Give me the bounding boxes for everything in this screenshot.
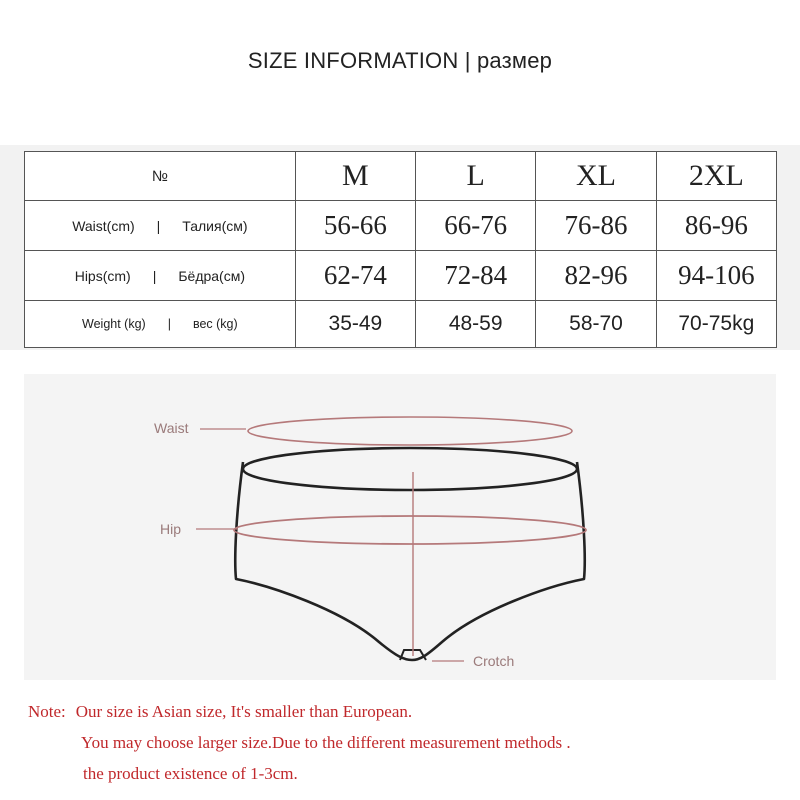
hip-measure-ellipse: [234, 516, 586, 544]
briefs-measurement-diagram: [24, 374, 776, 680]
table-cell: 94-106: [656, 251, 776, 301]
row-label-ru: Бёдра(см): [178, 267, 246, 284]
row-label-en: Waist(cm): [72, 217, 135, 234]
table-cell: 76-86: [536, 201, 656, 251]
table-cell: 35-49: [295, 301, 415, 348]
table-row-hips: [25, 251, 777, 301]
row-label-weight: [25, 301, 296, 348]
note-text-1: Our size is Asian size, It's smaller than European.: [75, 702, 413, 721]
note-lead: Note:: [28, 702, 66, 721]
row-label-separator: |: [167, 317, 171, 331]
row-label-ru: Талия(см): [182, 217, 248, 234]
row-label-separator: |: [152, 267, 157, 284]
size-header-m: M: [295, 152, 415, 201]
table-row-weight: [25, 301, 777, 348]
table-cell: 48-59: [416, 301, 536, 348]
note-line-2: You may choose larger size.Due to the different measurement methods .: [81, 733, 571, 752]
table-cell: 62-74: [295, 251, 415, 301]
table-cell: 66-76: [416, 201, 536, 251]
table-cell: 72-84: [416, 251, 536, 301]
table-cell: 86-96: [656, 201, 776, 251]
row-label-waist: [25, 201, 296, 251]
size-table: [24, 151, 777, 348]
page-title: SIZE INFORMATION | размер: [247, 48, 553, 73]
table-cell: 58-70: [536, 301, 656, 348]
row-label-hips: [25, 251, 296, 301]
waist-measure-ellipse: [248, 417, 572, 445]
row-label-separator: |: [156, 217, 161, 234]
briefs-outline: [235, 462, 584, 660]
table-cell: 82-96: [536, 251, 656, 301]
crotch-label: Crotch: [473, 653, 515, 669]
table-row-waist: [25, 201, 777, 251]
measurement-diagram-panel: [24, 374, 776, 680]
corner-number-sign: №: [25, 152, 296, 201]
briefs-waistband: [243, 448, 577, 490]
waist-label: Waist: [154, 420, 189, 436]
size-header-2xl: 2XL: [656, 152, 776, 201]
row-label-en: Hips(cm): [74, 267, 131, 284]
note-line-1: [28, 702, 412, 722]
size-header-l: L: [416, 152, 536, 201]
size-header-row: [25, 152, 777, 201]
table-cell: 56-66: [295, 201, 415, 251]
hip-label: Hip: [160, 521, 182, 537]
row-label-en: Weight (kg): [82, 317, 146, 331]
table-cell: 70-75kg: [656, 301, 776, 348]
size-header-xl: XL: [536, 152, 656, 201]
row-label-ru: вес (kg): [192, 317, 238, 331]
note-line-3: the product existence of 1-3cm.: [83, 764, 298, 783]
